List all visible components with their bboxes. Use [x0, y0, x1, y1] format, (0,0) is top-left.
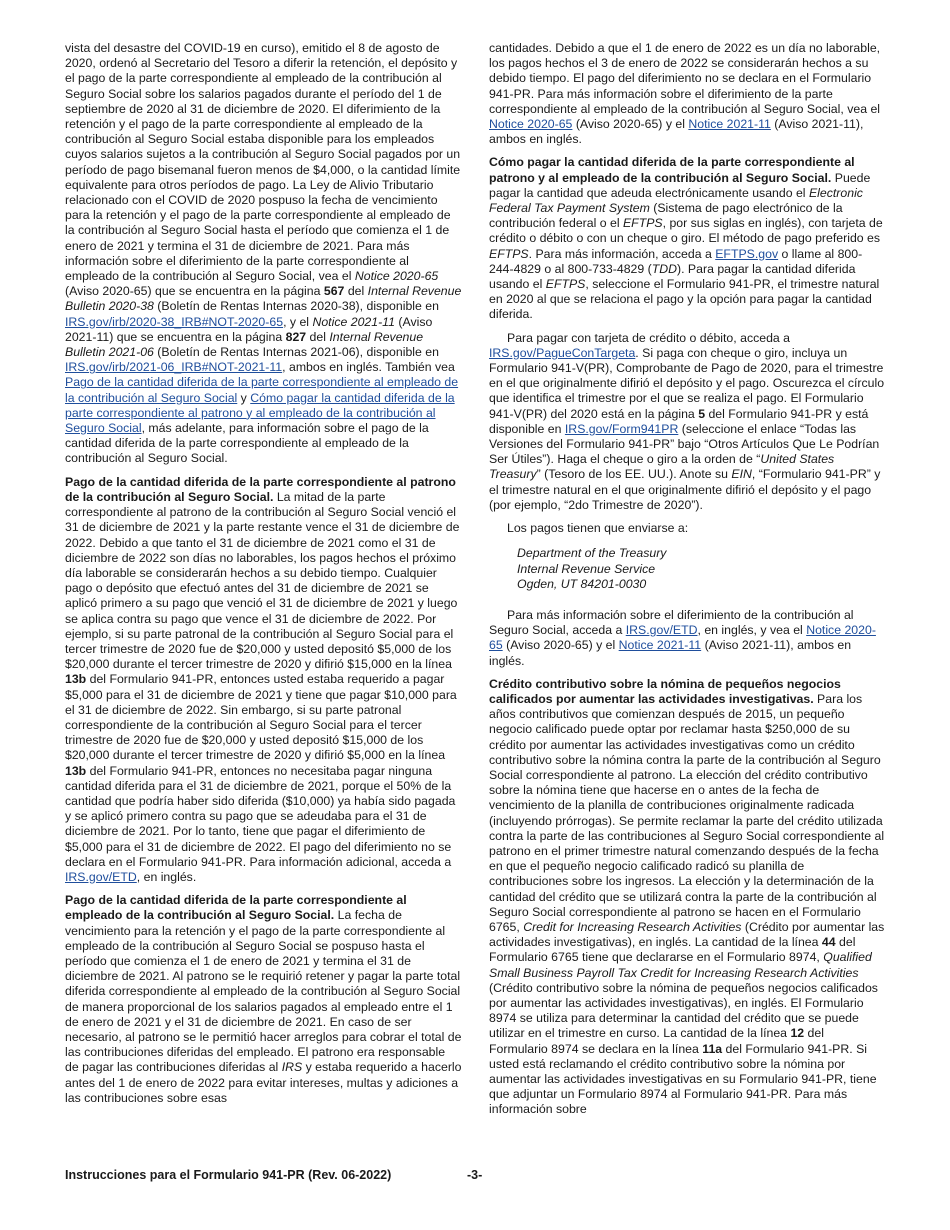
employee-deferral-heading: Pago de la cantidad diferida de la parte correspondiente al empleado de la contribución al Seguro Social.: [65, 893, 407, 923]
pague-con-tarjeta-link[interactable]: IRS.gov/PagueConTargeta: [489, 345, 636, 360]
how-to-pay-paragraph: Cómo pagar la cantidad diferida de la parte correspondiente al patrono y al empleado de la contribución al Seguro Social. Puede pagar la cantidad que adeuda electrónicamente usando el Electronic Federal Tax Payment System (Sistema de pago electrónico de la contribución federal o el EFTPS, por sus siglas en inglés), con tarjeta de crédito o débito o con un cheque o giro. El método de pago preferido es EFTPS. Para más información, acceda a EFTPS.gov o llame al 800-244-4829 o al 800-733-4829 (TDD). Para pagar la cantidad diferida usando el EFTPS, seleccione el Formulario 941-PR, el trimestre natural en 2020 al que se relaciona el pago y la opción para pagar la cantidad diferida.: [489, 155, 883, 322]
employer-deferral-heading: Pago de la cantidad diferida de la parte correspondiente al patrono de la contribución al Seguro Social.: [65, 474, 456, 504]
notice-2021-11-link[interactable]: Notice 2021-11: [688, 117, 771, 132]
irs-etd-link[interactable]: IRS.gov/ETD: [65, 869, 137, 884]
employee-deferral-paragraph: Pago de la cantidad diferida de la parte correspondiente al empleado de la contribución al Seguro Social. La fecha de vencimiento para la retención y el pago de la parte correspondiente al empleado de la contribución al Seguro Social se pospuso hasta el período que comienza el 1 de enero de 2021 y termina el 31 de diciembre de 2021. Al patrono se le requirió retener y pagar la parte total diferida correspondiente al empleado de la contribución al Seguro Social de manera proporcional de los salarios pagados al empleado entre el 1 de enero de 2021 y el 31 de diciembre de 2021. En caso de ser necesario, al patrono se le permitió hacer arreglos para cobrar el total de las contribuciones diferidas del empleado. El patrono era responsable de pagar las contribuciones diferidas al IRS y estaba requerido a hacerlo antes del 1 de enero de 2022 para evitar intereses, multas y adiciones a las contribuciones sobre esas: [65, 893, 462, 1105]
mailing-address: Department of the Treasury Internal Revenue Service Ogden, UT 84201-0030: [517, 546, 667, 591]
notice-2020-65-link[interactable]: Notice 2020-65: [489, 117, 573, 132]
mail-payments-paragraph: Los pagos tienen que enviarse a:: [507, 521, 689, 536]
more-info-paragraph: Para más información sobre el diferimiento de la contribución al Seguro Social, acceda a IRS.gov/ETD, en inglés, y vea el Notice 2020-65 (Aviso 2020-65) y el Notice 2021-11 (Aviso 2021-11), ambos en inglés.: [489, 607, 876, 668]
employer-deferral-paragraph: Pago de la cantidad diferida de la parte correspondiente al patrono de la contribución al Seguro Social. La mitad de la parte correspondiente al patrono de la contribución al Seguro Social venció el 31 de diciembre de 2021 y la parte restante vence el 31 de diciembre de 2022. Debido a que tanto el 31 de diciembre de 2021 como el 31 de diciembre de 2022 son días no laborables, los pagos hechos el próximo día laborable se considerarán hechos a su debido tiempo. Cualquier pago o depósito que efectuó antes del 31 de diciembre de 2021 se aplicó primero a su pago que venció el 31 de diciembre de 2021 y luego se aplica contra su pago que vence el 31 de diciembre de 2022. Por ejemplo, si su parte patronal de la contribución al Seguro Social para el tercer trimestre de 2020 fue de $20,000 y usted depositó $5,000 de los $20,000 durante el tercer trimestre de 2020 y difirió $15,000 en la línea 13b del Formulario 941-PR, entonces usted estaba requerido a pagar $5,000 para el 31 de diciembre de 2021 y tiene que pagar $10,000 para el 31 de diciembre de 2022. Sin embargo, si su parte patronal correspondiente de la contribución al Seguro Social para el tercer trimestre de 2020 fue de $20,000 y usted depositó $15,000 de los $20,000 durante el tercer trimestre de 2020 y difirió $5,000 en la línea 13b del Formulario 941-PR, entonces no necesitaba pagar ninguna cantidad diferida para el 31 de diciembre de 2021, porque el 50% de la cantidad que podría haber sido diferida ($10,000) ya había sido pagada y se aplicó primero contra su pago que se adeudaba para el 31 de diciembre de 2021. Por lo tanto, tiene que pagar el diferimiento de $5,000 para el 31 de diciembre de 2022. El pago del diferimiento no se declara en el Formulario 941-PR. Para información adicional, acceda a IRS.gov/ETD, en inglés.: [65, 474, 460, 884]
card-or-check-paragraph: Para pagar con tarjeta de crédito o débito, acceda a IRS.gov/PagueConTargeta. Si paga con cheque o giro, incluya un Formulario 941-V(PR), Comprobante de Pago de 2020, para el trimestre en el que originalmente difirió el depósito y el pago. Oscurezca el círculo que identifica el trimestre por el que se realiza el pago. El Formulario 941-V(PR) del 2020 está en la página 5 del Formulario 941-PR y está disponible en IRS.gov/Form941PR (seleccione el enlace “Todas las Versiones del Formulario 941-PR” bajo “Otros Artículos Que Le Podrían Ser Útiles”). Haga el cheque o giro a la orden de “United States Treasury” (Tesoro de los EE. UU.). Anote su EIN, “Formulario 941-PR” y el trimestre natural en el que originalmente difirió el depósito y el pago (por ejemplo, “2do Trimestre de 2020”).: [489, 330, 885, 512]
deferral-intro-paragraph: vista del desastre del COVID-19 en curso), emitido el 8 de agosto de 2020, ordenó al Secretario del Tesoro a diferir la retención, el depósito y el pago de la parte correspondiente al empleado de la contribución al Seguro Social sobre los salarios pagados durante el período del 1 de septiembre de 2020 al 31 de diciembre de 2020. El diferimiento de la retención y el pago de la parte correspondiente al empleado de la contribución al Seguro Social estaba disponible para los empleados cuyos salarios sujetos a la contribución al Seguro Social pagados por un período de pago bisemanal fueron menos de $4,000, o la cantidad límite equivalente para otros períodos de pago. La Ley de Alivio Tributario relacionado con el COVID de 2020 pospuso la fecha de vencimiento para la retención y el pago de la parte correspondiente al empleado de la contribución al Seguro Social hasta el período que comienza el 1 de enero de 2021 y termina el 31 de diciembre de 2021. Para más información sobre el diferimiento de la parte correspondiente al empleado de la contribución al Seguro Social, vea el Notice 2020-65 (Aviso 2020-65) que se encuentra en la página 567 del Internal Revenue Bulletin 2020-38 (Boletín de Rentas Internas 2020-38), disponible en IRS.gov/irb/2020-38_IRB#NOT-2020-65, y el Notice 2021-11 (Aviso 2021-11) que se encuentra en la página 827 del Internal Revenue Bulletin 2021-06 (Boletín de Rentas Internas 2021-06), disponible en IRS.gov/irb/2021-06_IRB#NOT-2021-11, ambos en inglés. También vea Pago de la cantidad diferida de la parte correspondiente al empleado de la contribución al Seguro Social y Cómo pagar la cantidad diferida de la parte correspondiente al patrono y al empleado de la contribución al Seguro Social, más adelante, para información sobre el pago de la cantidad diferida de la parte correspondiente al empleado de la contribución al Seguro Social.: [65, 41, 462, 466]
deferral-continued-paragraph: cantidades. Debido a que el 1 de enero de 2022 es un día no laborable, los pagos hechos el 3 de enero de 2022 se considerarán hechos a su debido tiempo. El pago del diferimiento no se declara en el Formulario 941-PR. Para más información sobre el diferimiento de la parte correspondiente al empleado de la contribución al Seguro Social, vea el Notice 2020-65 (Aviso 2020-65) y el Notice 2021-11 (Aviso 2021-11), ambos en inglés.: [489, 41, 881, 147]
how-to-pay-deferral-link[interactable]: Cómo pagar la cantidad diferida de la parte correspondiente al patrono y al empleado de la contribución al Seguro Social: [65, 390, 455, 436]
right-column: [489, 41, 885, 1126]
how-to-pay-heading: Cómo pagar la cantidad diferida de la parte correspondiente al patrono y al empleado de la contribución al Seguro Social.: [489, 155, 855, 185]
notice-2020-65-link-2[interactable]: Notice 2020-65: [489, 623, 876, 653]
research-credit-heading: Crédito contributivo sobre la nómina de pequeños negocios calificados por aumentar las actividades investigativas.: [489, 676, 841, 706]
employee-deferral-payment-link[interactable]: Pago de la cantidad diferida de la parte correspondiente al empleado de la contribución al Seguro Social: [65, 375, 459, 405]
left-column: [65, 41, 462, 1114]
page-number: -3-: [467, 1168, 483, 1182]
notice-2021-11-link-2[interactable]: Notice 2021-11: [618, 638, 702, 653]
eftps-link[interactable]: EFTPS.gov: [715, 246, 779, 261]
footer-title: Instrucciones para el Formulario 941-PR (Rev. 06-2022): [65, 1168, 392, 1182]
irs-etd-link-2[interactable]: IRS.gov/ETD: [625, 623, 698, 638]
form-941pr-link[interactable]: IRS.gov/Form941PR: [564, 421, 679, 436]
irb-2021-06-link[interactable]: IRS.gov/irb/2021-06_IRB#NOT-2021-11: [65, 360, 283, 375]
research-credit-paragraph: Crédito contributivo sobre la nómina de pequeños negocios calificados por aumentar las actividades investigativas. Para los años contributivos que comienzan después de 2015, un pequeño negocio calificado puede optar por reclamar hasta $250,000 de su crédito por aumentar las actividades investigativas como un crédito contributivo sobre la nómina contra la parte de la contribución al Seguro Social correspondiente al patrono. La elección del crédito contributivo sobre la nómina tiene que hacerse en o antes de la fecha de vencimiento de la planilla de contribuciones originalmente radicada (incluyendo prórrogas). Se permite reclamar la parte del crédito utilizada contra la parte de las contribuciones al Seguro Social correspondiente al patrono en el primer trimestre natural comenzando después de la fecha en que el pequeño negocio calificado radicó su planilla de contribuciones sobre los ingresos. La elección y la determinación de la cantidad del crédito que se utilizará contra la parte de la contribución al Seguro Social correspondiente al patrono se hacen en el Formulario 6765, Credit for Increasing Research Activities (Crédito por aumentar las actividades investigativas), en inglés. La cantidad de la línea 44 del Formulario 6765 tiene que declararse en el Formulario 8974, Qualified Small Business Payroll Tax Credit for Increasing Research Activities (Crédito contributivo sobre la nómina de pequeños negocios calificados por aumentar las actividades investigativas), en inglés. El Formulario 8974 se utiliza para determinar la cantidad del crédito que se puede utilizar en el trimestre en curso. La cantidad de la línea 12 del Formulario 8974 se declara en la línea 11a del Formulario 941-PR. Si usted está reclamando el crédito contributivo sobre la nómina por aumentar las actividades investigativas en su Formulario 941-PR, tiene que adjuntar un Formulario 8974 al Formulario 941-PR. Para más información sobre: [489, 676, 885, 1117]
irb-2020-38-link[interactable]: IRS.gov/irb/2020-38_IRB#NOT-2020-65: [65, 314, 284, 329]
